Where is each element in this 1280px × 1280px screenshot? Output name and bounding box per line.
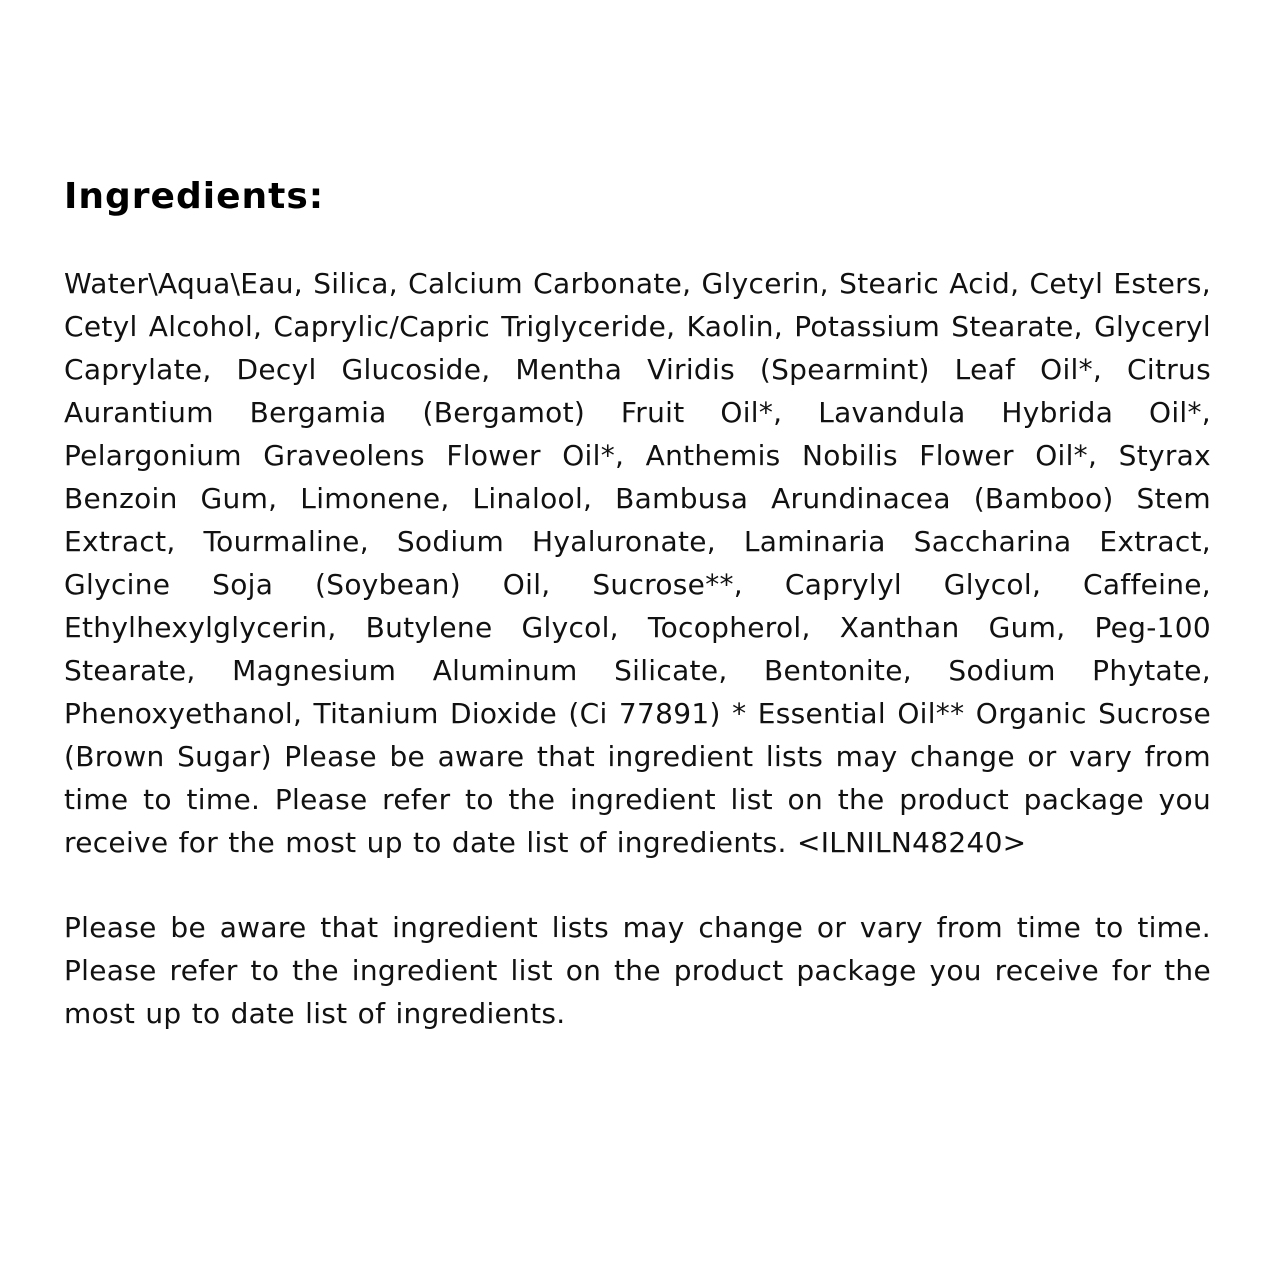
ingredients-notice-text: Please be aware that ingredient lists may change or vary from time to time. Please refer to the ingredient list on the product package you receive for the most up to date list of ingredients. xyxy=(64,911,1211,1030)
ingredients-section xyxy=(64,172,1211,1035)
ingredients-heading: Ingredients: xyxy=(64,176,325,217)
ingredients-list-text: Water\Aqua\Eau, Silica, Calcium Carbonate, Glycerin, Stearic Acid, Cetyl Esters, Cetyl Alcohol, Caprylic/Capric Triglyceride, Kaolin, Potassium Stearate, Glyceryl Caprylate, Decyl Glucoside, Mentha Viridis (Spearmint) Leaf Oil*, Citrus Aurantium Bergamia (Bergamot) Fruit Oil*, Lavandula Hybrida Oil*, Pelargonium Graveolens Flower Oil*, Anthemis Nobilis Flower Oil*, Styrax Benzoin Gum, Limonene, Linalool, Bambusa Arundinacea (Bamboo) Stem Extract, Tourmaline, Sodium Hyaluronate, Laminaria Saccharina Extract, Glycine Soja (Soybean) Oil, Sucrose**, Caprylyl Glycol, Caffeine, Ethylhexylglycerin, Butylene Glycol, Tocopherol, Xanthan Gum, Peg-100 Stearate, Magnesium Aluminum Silicate, Bentonite, Sodium Phytate, Phenoxyethanol, Titanium Dioxide (Ci 77891) * Essential Oil** Organic Sucrose (Brown Sugar) Please be aware that ingredient lists may change or vary from time to time. Please refer to the ingredient list on the product package you receive for the most up to date list of ingredients. <ILNILN48240> xyxy=(64,267,1211,859)
